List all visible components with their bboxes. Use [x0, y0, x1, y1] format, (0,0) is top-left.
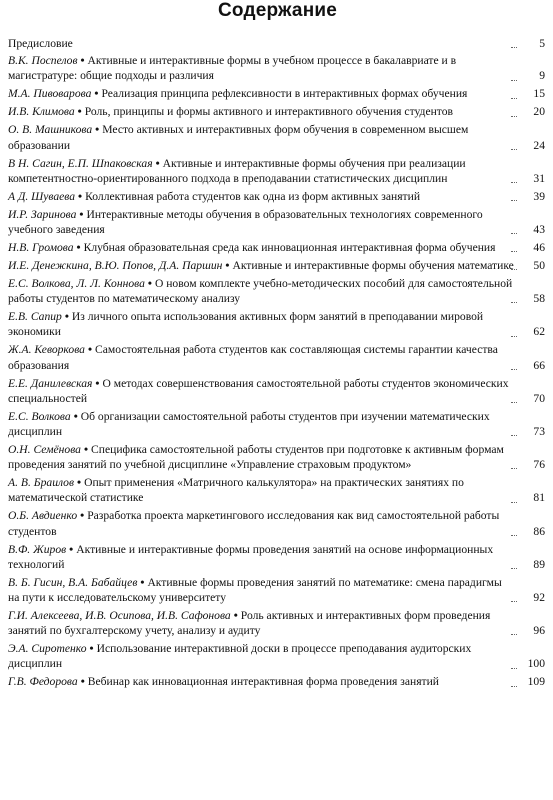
toc-entry-author: Е.С. Волкова, Л. Л. Коннова: [8, 277, 145, 291]
dot-leader: [511, 668, 517, 669]
toc-entry[interactable]: [8, 36, 547, 51]
toc-entry-title: О методах совершенствования самостоятельной работы студентов экономических специальностей: [8, 376, 509, 405]
dot-leader: [511, 200, 517, 201]
dot-leader: [511, 535, 517, 536]
bullet-icon: •: [64, 310, 69, 324]
toc-entry-title: Использование интерактивной доски в процессе преподавания аудиторских дисциплин: [8, 642, 472, 671]
toc-entry-page-number: 76: [533, 458, 545, 472]
dot-leader: [511, 47, 517, 48]
toc-entry-author: М.А. Пивоварова: [8, 87, 92, 101]
toc-entry-page-number: 70: [533, 391, 545, 405]
bullet-icon: •: [147, 277, 152, 291]
toc-entry-page-number: 81: [533, 491, 545, 505]
toc-entry[interactable]: [8, 608, 547, 638]
toc-entry-author: В. Б. Гисин, В.А. Бабайцев: [8, 575, 138, 589]
bullet-icon: •: [140, 575, 145, 589]
toc-entry-title: Об организации самостоятельной работы студентов при изучении математических дисциплин: [8, 409, 490, 439]
dot-leader: [511, 98, 517, 99]
toc-entry-page-number: 46: [533, 241, 545, 255]
toc-entry[interactable]: [8, 53, 547, 83]
toc-entry[interactable]: [8, 207, 547, 237]
toc-entry-title: Из личного опыта использования активных форм занятий в преподавании мировой экономики: [8, 310, 484, 339]
toc-entry-title: Опыт применения «Матричного калькулятора» на практических занятиях по математической статистике: [8, 476, 464, 505]
toc-entry-title: Интерактивные методы обучения в образовательных технологиях современного учебного заведения: [8, 207, 483, 237]
dot-leader: [511, 149, 517, 150]
toc-entry-title: Активные и интерактивные формы проведения занятий на основе информационных технологий: [8, 542, 494, 571]
toc-entry[interactable]: [8, 475, 547, 505]
toc-entry-title: Место активных и интерактивных форм обучения в современном высшем образовании: [8, 123, 469, 152]
dot-leader: [511, 251, 517, 252]
toc-entry-author: Е.С. Волкова: [8, 409, 71, 423]
toc-entry[interactable]: [8, 309, 547, 339]
toc-entry[interactable]: [8, 240, 547, 255]
toc-entry-author: О.Н. Семёнова: [8, 443, 81, 457]
toc-entry[interactable]: [8, 276, 547, 306]
bullet-icon: •: [87, 343, 93, 357]
toc-entry-author: О. В. Машникова: [8, 123, 93, 137]
dot-leader: [511, 468, 517, 469]
toc-entry-page-number: 9: [539, 69, 545, 83]
bullet-icon: •: [225, 259, 230, 273]
toc-entry-author: Е.Е. Данилевская: [8, 376, 93, 390]
bullet-icon: •: [95, 123, 100, 137]
dot-leader: [511, 182, 517, 183]
toc-entry-title: Роль, принципы и формы активного и интерактивного обучения студентов: [84, 105, 453, 119]
bullet-icon: •: [94, 87, 99, 101]
toc-entry-page-number: 86: [533, 524, 545, 538]
toc-entry-author: И.В. Климова: [8, 105, 75, 119]
toc-entry-author: Ж.А. Кеворкова: [8, 343, 85, 357]
bullet-icon: •: [77, 105, 82, 119]
toc-entry-page-number: 50: [533, 259, 545, 273]
toc-entry-title: Активные и интерактивные формы обучения математике: [232, 259, 514, 273]
dot-leader: [511, 568, 517, 569]
toc-entry-author: И.Р. Заринова: [8, 207, 77, 221]
bullet-icon: •: [83, 443, 89, 457]
toc-entry-author: Г.И. Алексеева, И.В. Осипова, И.В. Сафонова: [8, 609, 231, 623]
bullet-icon: •: [233, 609, 238, 623]
toc-entry[interactable]: [8, 189, 547, 204]
toc-entry-title: Самостоятельная работа студентов как составляющая системы гарантии качества образования: [8, 343, 498, 372]
toc-entry-title: Активные и интерактивные формы в учебном процессе в бакалавриате и в магистратуре: общие подходы и различия: [8, 54, 457, 83]
dot-leader: [511, 116, 517, 117]
toc-entry-page-number: 62: [533, 325, 545, 339]
dot-leader: [511, 435, 517, 436]
bullet-icon: •: [80, 54, 85, 68]
dot-leader: [511, 634, 517, 635]
toc-entry-title: Активные формы проведения занятий по математике: смена парадигмы на пути к исследовательскому университету: [8, 575, 502, 605]
toc-entry-author: В Н. Сагин, Е.П. Шпаковская: [8, 156, 153, 170]
toc-entry-author: Н.В. Громова: [8, 241, 74, 255]
toc-entry-title: Предисловие: [8, 37, 73, 50]
toc-entry-author: Г.В. Федорова: [8, 675, 78, 689]
bullet-icon: •: [73, 409, 78, 423]
toc-entry[interactable]: [8, 409, 547, 439]
toc-entry-author: Э.А. Сиротенко: [8, 642, 87, 656]
toc-entry-author: Е.В. Сапир: [8, 310, 62, 324]
dot-leader: [511, 233, 517, 234]
toc-entry-page-number: 5: [539, 37, 545, 50]
toc-entry-page-number: 15: [533, 87, 545, 101]
dot-leader: [511, 402, 517, 403]
toc-entry-page-number: 58: [533, 292, 545, 306]
toc-entry[interactable]: [8, 104, 547, 119]
toc-entry-title: Вебинар как инновационная интерактивная форма проведения занятий: [87, 675, 440, 689]
toc-entry-author: И.Е. Денежкина, В.Ю. Попов, Д.А. Паршин: [8, 259, 223, 273]
toc-entry[interactable]: [8, 508, 547, 538]
dot-leader: [511, 502, 517, 503]
toc-entry-title: Реализация принципа рефлексивности в интерактивных формах обучения: [101, 87, 468, 101]
toc-entry-page-number: 20: [533, 105, 545, 119]
dot-leader: [511, 302, 517, 303]
toc-entry[interactable]: [8, 442, 547, 472]
bullet-icon: •: [77, 476, 82, 490]
bullet-icon: •: [69, 542, 74, 556]
dot-leader: [511, 601, 517, 602]
bullet-icon: •: [80, 675, 85, 689]
bullet-icon: •: [78, 189, 83, 203]
bullet-icon: •: [95, 376, 100, 390]
bullet-icon: •: [79, 207, 84, 221]
dot-leader: [511, 80, 517, 81]
toc-entry[interactable]: [8, 575, 547, 605]
toc-entry[interactable]: [8, 342, 547, 372]
toc-entry-author: А Д. Шуваева: [8, 189, 76, 203]
toc-entry-title: Специфика самостоятельной работы студентов при подготовке к активным формам проведения занятий по учебной дисциплине «Управление страховым продуктом»: [8, 443, 504, 472]
toc-entry[interactable]: [8, 86, 547, 101]
toc-entry-author: В.К. Поспелов: [8, 54, 78, 68]
table-of-contents: [8, 36, 547, 690]
toc-entry-title: О новом комплекте учебно-методических пособий для самостоятельной работы студентов по математическому анализу: [8, 277, 513, 306]
toc-entry-page-number: 31: [533, 171, 545, 185]
dot-leader: [511, 369, 517, 370]
toc-entry-page-number: 43: [533, 223, 545, 237]
bullet-icon: •: [76, 241, 81, 255]
dot-leader: [511, 269, 517, 270]
dot-leader: [511, 336, 517, 337]
toc-entry-page-number: 73: [533, 425, 545, 439]
toc-entry-page-number: 92: [533, 591, 545, 605]
toc-entry[interactable]: [8, 674, 547, 689]
toc-entry-page-number: 24: [533, 138, 545, 152]
toc-entry-title: Разработка проекта маркетингового исследования как вид самостоятельной работы студентов: [8, 509, 500, 538]
toc-entry-author: В.Ф. Жиров: [8, 542, 67, 556]
toc-entry[interactable]: [8, 542, 547, 572]
toc-entry-title: Клубная образовательная среда как инновационная интерактивная форма обучения: [83, 241, 496, 255]
bullet-icon: •: [80, 509, 85, 523]
toc-entry-title: Активные и интерактивные формы обучения при реализации компетентностно-ориентированного подхода в преподавании статистических дисциплин: [8, 156, 466, 185]
toc-entry-author: О.Б. Авдиенко: [8, 509, 78, 523]
toc-entry-author: А. В. Браилов: [8, 476, 75, 490]
toc-entry[interactable]: [8, 641, 547, 671]
toc-entry[interactable]: [8, 156, 547, 186]
bullet-icon: •: [89, 642, 94, 656]
toc-entry-page-number: 66: [533, 358, 545, 372]
toc-entry-title: Роль активных и интерактивных форм проведения занятий по бухгалтерскому учету, анализу и аудиту: [8, 609, 491, 638]
toc-entry-title: Коллективная работа студентов как одна из форм активных занятий: [85, 189, 421, 203]
toc-entry[interactable]: [8, 376, 547, 406]
toc-entry[interactable]: [8, 122, 547, 152]
bullet-icon: •: [155, 156, 160, 170]
toc-entry-page-number: 89: [533, 557, 545, 571]
toc-entry-page-number: 39: [533, 189, 545, 203]
toc-entry[interactable]: [8, 258, 547, 273]
toc-entry-page-number: 96: [533, 624, 545, 638]
toc-entry-page-number: 100: [527, 657, 545, 671]
toc-entry-page-number: 109: [527, 675, 545, 689]
page-title: Содержание: [217, 0, 338, 21]
dot-leader: [511, 686, 517, 687]
